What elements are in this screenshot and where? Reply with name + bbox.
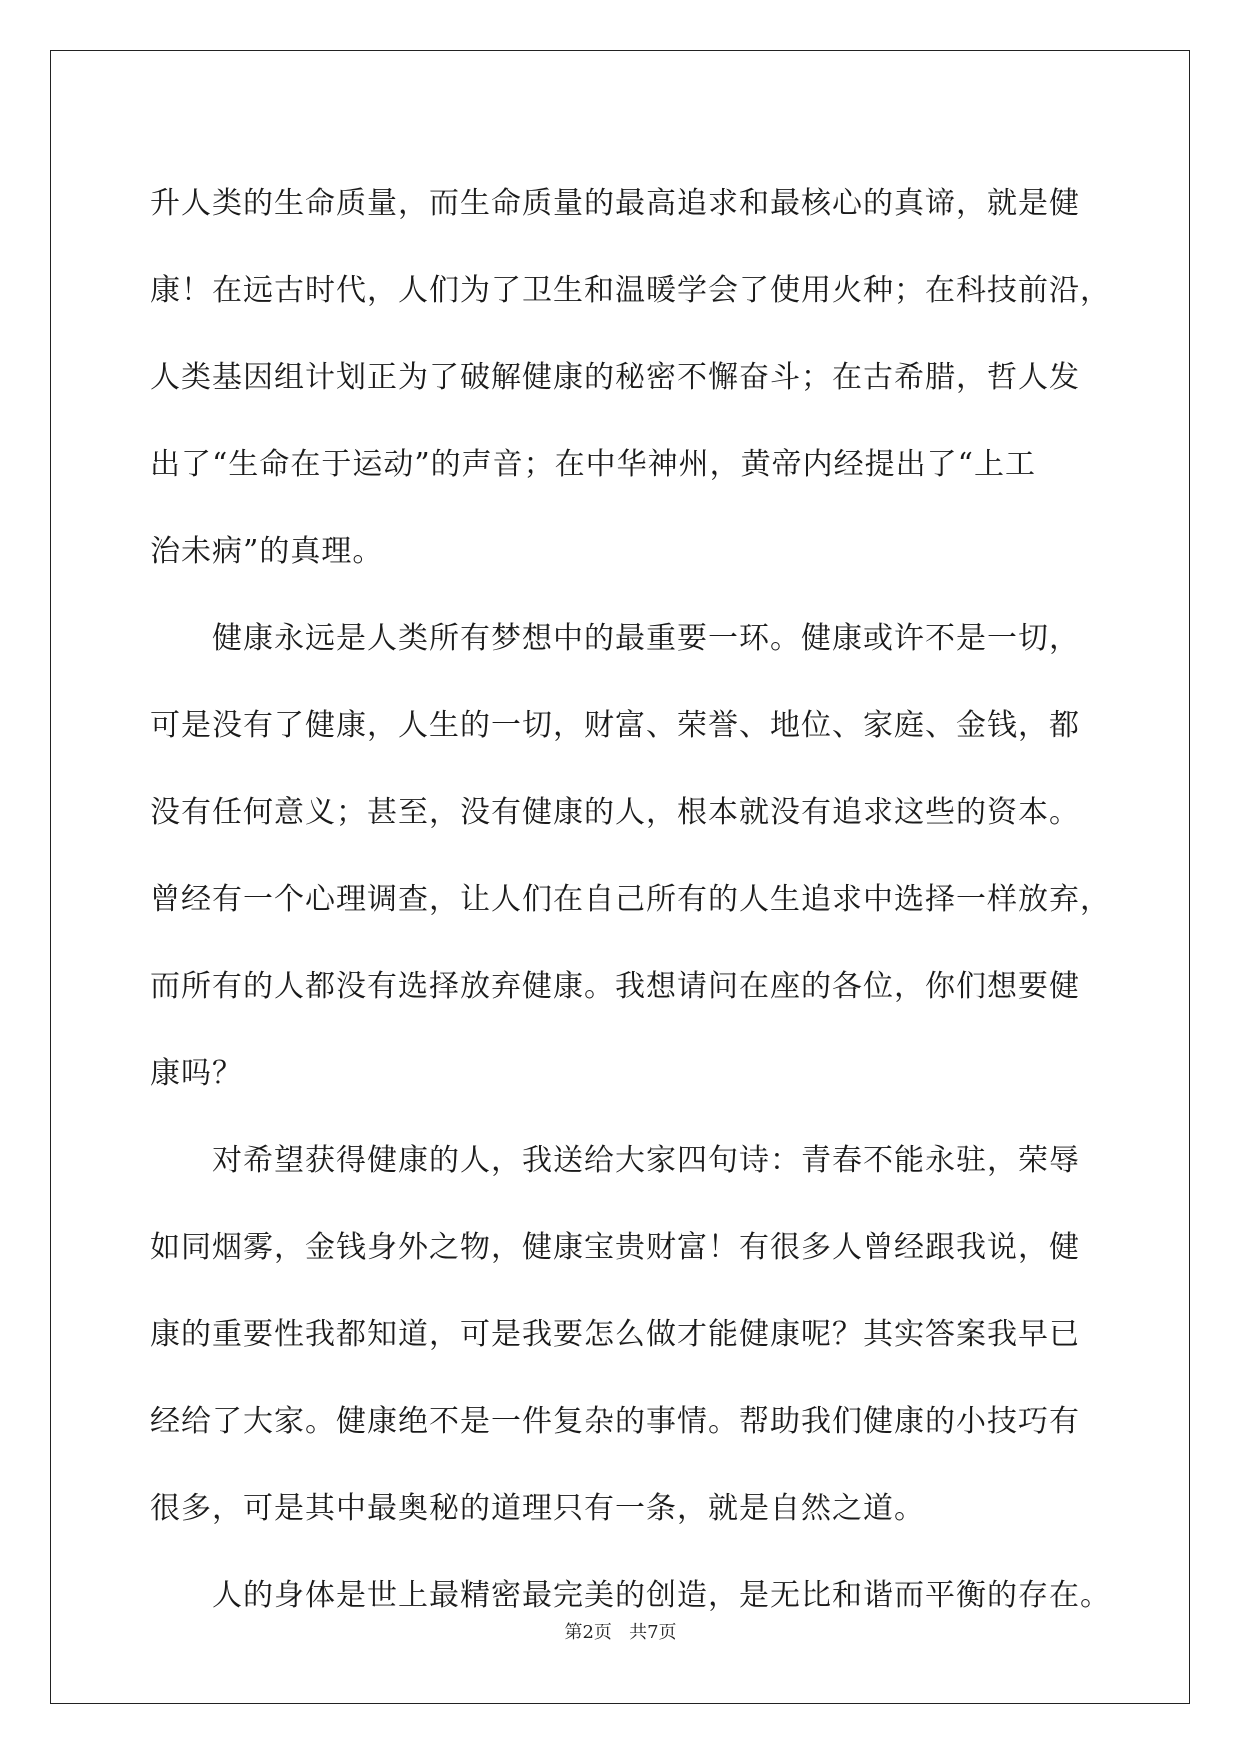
- page-number: 第2页: [564, 1622, 612, 1643]
- paragraph: [150, 595, 1111, 1117]
- text-line: 可是没有了健康，人生的一切，财富、荣誉、地位、家庭、金钱，都: [150, 708, 1080, 743]
- page-footer: [0, 1618, 1241, 1644]
- text-line: 康！在远古时代，人们为了卫生和温暖学会了使用火种；在科技前沿，: [150, 273, 1111, 308]
- text-line: 康吗？: [150, 1056, 243, 1091]
- text-line: 经给了大家。健康绝不是一件复杂的事情。帮助我们健康的小技巧有: [150, 1404, 1080, 1439]
- document-body: [150, 160, 1111, 1639]
- page-total: 共7页: [629, 1622, 677, 1643]
- text-line: 很多，可是其中最奥秘的道理只有一条，就是自然之道。: [150, 1491, 925, 1526]
- text-line: 升人类的生命质量，而生命质量的最高追求和最核心的真谛，就是健: [150, 186, 1080, 221]
- text-line: 治未病”的真理。: [150, 534, 384, 569]
- text-line: 人的身体是世上最精密最完美的创造，是无比和谐而平衡的存在。: [212, 1578, 1111, 1613]
- text-line: 出了“生命在于运动”的声音；在中华神州，黄帝内经提出了“上工: [150, 447, 1037, 482]
- text-line: 没有任何意义；甚至，没有健康的人，根本就没有追求这些的资本。: [150, 795, 1080, 830]
- paragraph: [150, 160, 1111, 595]
- paragraph: [150, 1117, 1090, 1552]
- text-line: 健康永远是人类所有梦想中的最重要一环。健康或许不是一切，: [212, 621, 1080, 656]
- text-line: 如同烟雾，金钱身外之物，健康宝贵财富！有很多人曾经跟我说，健: [150, 1230, 1080, 1265]
- text-line: 康的重要性我都知道，可是我要怎么做才能健康呢？其实答案我早已: [150, 1317, 1080, 1352]
- text-line: 曾经有一个心理调查，让人们在自己所有的人生追求中选择一样放弃，: [150, 882, 1111, 917]
- text-line: 人类基因组计划正为了破解健康的秘密不懈奋斗；在古希腊，哲人发: [150, 360, 1080, 395]
- text-line: 而所有的人都没有选择放弃健康。我想请问在座的各位，你们想要健: [150, 969, 1080, 1004]
- text-line: 对希望获得健康的人，我送给大家四句诗：青春不能永驻，荣辱: [212, 1143, 1080, 1178]
